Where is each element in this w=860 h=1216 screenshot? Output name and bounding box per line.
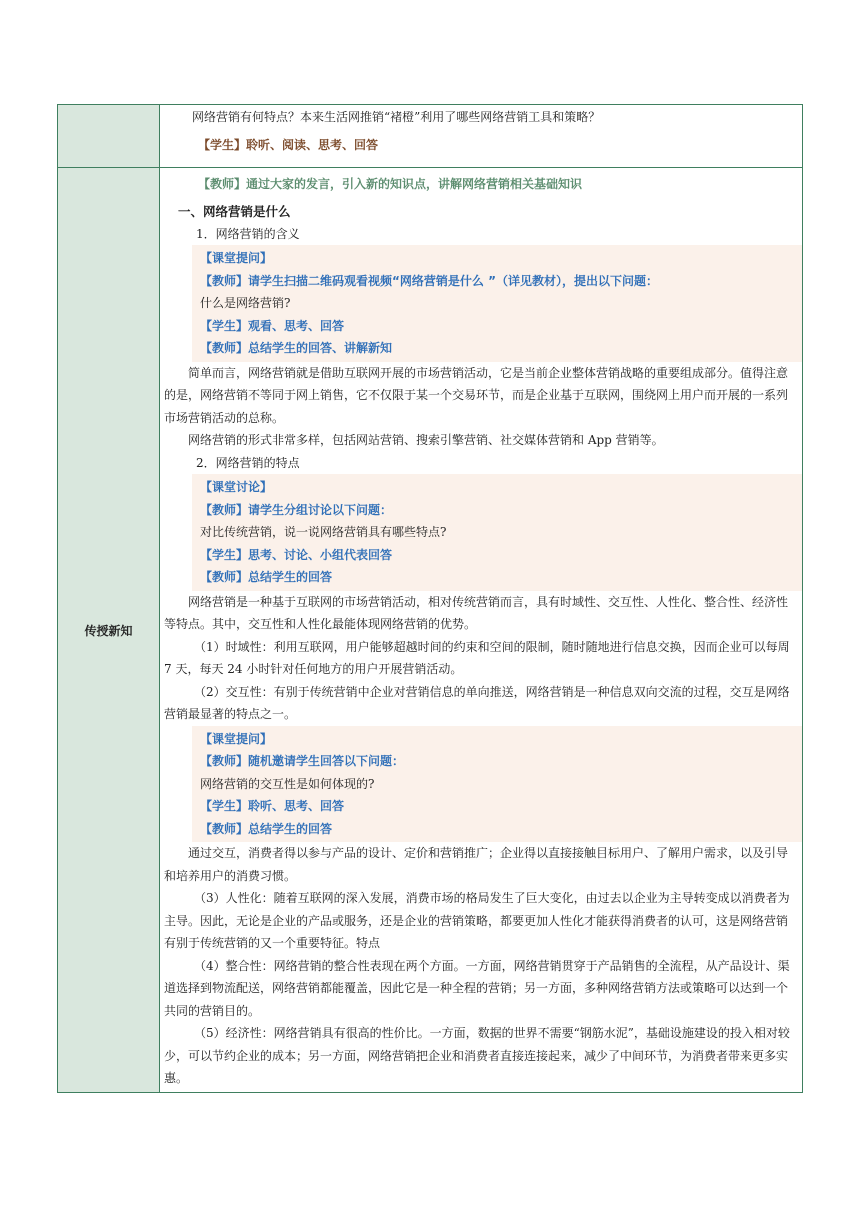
row-label-cell [58,168,160,1093]
activity-box [192,726,802,843]
row-label-cell [58,105,160,168]
activity-box [192,474,802,591]
paragraph: （3）人性化：随着互联网的深入发展，消费市场的格局发生了巨大变化，由过去以企业为主导转变成以消费者为主导。因此，无论是企业的产品或服务，还是企业的营销策略，都要更加人性化才能获得消费者的认可，这是网络营销有别于传统营销的又一个重要特征。特点 [164,891,790,950]
paragraph: 网络营销是一种基于互联网的市场营销活动，相对传统营销而言，具有时域性、交互性、人性化、整合性、经济性等特点。其中，交互性和人性化最能体现网络营销的优势。 [164,594,789,631]
box-summary: 【教师】总结学生的回答 [200,821,333,836]
box-student: 【学生】思考、讨论、小组代表回答 [200,547,393,562]
lesson-table [57,104,803,1093]
paragraph: （1）时域性：利用互联网，用户能够超越时间的约束和空间的限制，随时随地进行信息交换，因而企业可以每周 7 天，每天 24 小时针对任何地方的用户开展营销活动。 [164,639,790,676]
student-activity: 【学生】聆听、阅读、思考、回答 [198,137,379,152]
subheading: 2．网络营销的特点 [196,455,300,470]
box-title: 【课堂讨论】 [200,480,273,494]
box-teacher: 【教师】请学生分组讨论以下问题： [200,502,393,517]
paragraph: （4）整合性：网络营销的整合性表现在两个方面。一方面，网络营销贯穿于产品销售的全流程，从产品设计、渠道选择到物流配送，网络营销都能覆盖，因此它是一种全程的营销；另一方面，多种网络营销方法或策略可以达到一个共同的营销目的。 [164,958,790,1018]
section-label: 传授新知 [84,624,133,639]
section-heading: 一、网络营销是什么 [178,203,291,219]
row-content-cell [160,168,803,1093]
box-summary: 【教师】总结学生的回答 [200,570,333,584]
paragraph: （2）交互性：有别于传统营销中企业对营销信息的单向推送，网络营销是一种信息双向交流的过程，交互是网络营销最显著的特点之一。 [164,684,790,721]
box-title: 【课堂提问】 [200,251,273,265]
table-row [58,168,803,1093]
box-student: 【学生】观看、思考、回答 [200,318,345,333]
subheading: 1．网络营销的含义 [196,226,300,241]
box-teacher: 【教师】请学生扫描二维码观看视频“网络营销是什么 ”（详见教材），提出以下问题： [200,273,658,288]
activity-box [192,245,802,362]
paragraph: 简单而言，网络营销就是借助互联网开展的市场营销活动，它是当前企业整体营销战略的重要组成部分。值得注意的是，网络营销不等同于网上销售，它不仅限于某一个交易环节，而是企业基于互联网，围绕网上用户而开展的一系列市场营销活动的总称。 [164,365,789,425]
box-question: 网络营销的交互性是如何体现的? [200,776,375,791]
paragraph: （5）经济性：网络营销具有很高的性价比。一方面，数据的世界不需要“钢筋水泥”，基础设施建设的投入相对较少，可以节约企业的成本；另一方面，网络营销把企业和消费者直接连接起来，减少了中间环节，为消费者带来更多实惠。 [164,1026,790,1085]
teacher-intro: 【教师】通过大家的发言，引入新的知识点，讲解网络营销相关基础知识 [198,177,583,191]
table-row [58,105,803,168]
row-content-cell [160,105,803,168]
box-question: 对比传统营销，说一说网络营销具有哪些特点? [200,525,447,539]
box-summary: 【教师】总结学生的回答、讲解新知 [200,341,393,355]
paragraph: 通过交互，消费者得以参与产品的设计、定价和营销推广；企业得以直接接触目标用户、了解用户需求，以及引导和培养用户的消费习惯。 [164,846,789,883]
paragraph: 网络营销的形式非常多样，包括网站营销、搜索引擎营销、社交媒体营销和 App 营销等。 [188,433,664,447]
box-title: 【课堂提问】 [200,731,273,746]
box-teacher: 【教师】随机邀请学生回答以下问题： [200,754,405,768]
box-student: 【学生】聆听、思考、回答 [200,799,345,813]
question-text: 网络营销有何特点？本来生活网推销“褚橙”利用了哪些网络营销工具和策略？ [192,110,601,124]
box-question: 什么是网络营销? [200,296,291,310]
